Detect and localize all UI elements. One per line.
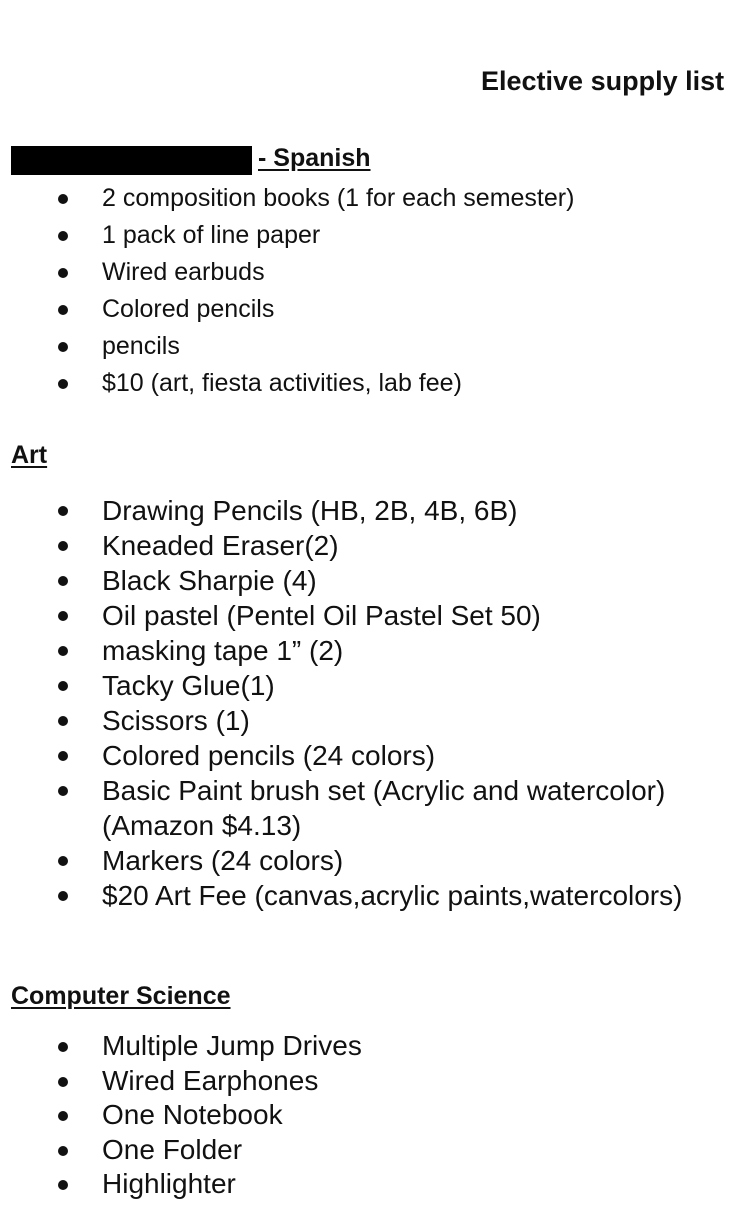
- list-item: [0, 668, 682, 703]
- list-item-text: Drawing Pencils (HB, 2B, 4B, 6B): [102, 495, 518, 526]
- list-item-text: Multiple Jump Drives: [102, 1030, 362, 1061]
- bullet-icon: [58, 891, 68, 901]
- list-item-text: Black Sharpie (4): [102, 565, 317, 596]
- bullet-icon: [58, 1077, 68, 1087]
- bullet-icon: [58, 541, 68, 551]
- computer-science-heading: Computer Science: [11, 982, 231, 1010]
- list-item-text: Highlighter: [102, 1168, 236, 1199]
- bullet-icon: [58, 751, 68, 761]
- list-item: [0, 1029, 362, 1064]
- list-item-text: 1 pack of line paper: [102, 221, 321, 249]
- list-item: [0, 1098, 362, 1133]
- list-item-text: Colored pencils: [102, 295, 275, 323]
- list-item-text: Wired earbuds: [102, 258, 265, 286]
- bullet-icon: [58, 379, 68, 389]
- list-item-text: 2 composition books (1 for each semester): [102, 184, 575, 212]
- list-item: [0, 365, 574, 402]
- bullet-icon: [58, 646, 68, 656]
- list-item-text: masking tape 1” (2): [102, 635, 344, 666]
- bullet-icon: [58, 1146, 68, 1156]
- bullet-icon: [58, 576, 68, 586]
- art-heading: Art: [11, 441, 48, 469]
- list-item: [0, 291, 574, 328]
- spanish-supply-list: [0, 180, 574, 402]
- list-item: [0, 773, 682, 843]
- list-item-text: Oil pastel (Pentel Oil Pastel Set 50): [102, 600, 541, 631]
- list-item: [0, 1167, 362, 1202]
- list-item: [0, 254, 574, 291]
- list-item-text: Wired Earphones: [102, 1064, 319, 1096]
- spanish-heading: - Spanish: [258, 144, 371, 172]
- computer-science-supply-list: [0, 1029, 362, 1202]
- list-item: [0, 598, 682, 633]
- bullet-icon: [58, 1180, 68, 1190]
- redacted-teacher-name: [11, 146, 252, 175]
- bullet-icon: [58, 856, 68, 866]
- bullet-icon: [58, 681, 68, 691]
- list-item: [0, 180, 574, 217]
- list-item: [0, 1133, 362, 1168]
- list-item: [0, 217, 574, 254]
- list-item: [0, 843, 682, 878]
- list-item: [0, 1064, 362, 1099]
- document-title: Elective supply list: [481, 66, 725, 96]
- list-item-text: Kneaded Eraser(2): [102, 530, 339, 561]
- bullet-icon: [58, 786, 68, 796]
- bullet-icon: [58, 268, 68, 278]
- list-item: [0, 563, 682, 598]
- bullet-icon: [58, 342, 68, 352]
- list-item-text: Markers (24 colors): [102, 845, 344, 876]
- bullet-icon: [58, 716, 68, 726]
- list-item-continuation: (Amazon $4.13): [102, 810, 302, 841]
- list-item-text: pencils: [102, 332, 180, 360]
- list-item: [0, 703, 682, 738]
- list-item-text: Colored pencils (24 colors): [102, 740, 436, 771]
- list-item-text: $10 (art, fiesta activities, lab fee): [102, 369, 462, 397]
- list-item: [0, 878, 682, 913]
- bullet-icon: [58, 231, 68, 241]
- bullet-icon: [58, 194, 68, 204]
- list-item: [0, 493, 682, 528]
- bullet-icon: [58, 506, 68, 516]
- art-supply-list: [0, 493, 682, 913]
- list-item-text: Scissors (1): [102, 705, 250, 736]
- bullet-icon: [58, 305, 68, 315]
- list-item: [0, 528, 682, 563]
- list-item-text: $20 Art Fee (canvas,acrylic paints,watercolors): [102, 880, 683, 911]
- list-item-text: Tacky Glue(1): [102, 670, 275, 701]
- list-item-text: One Notebook: [102, 1099, 283, 1130]
- bullet-icon: [58, 1042, 68, 1052]
- list-item-text: Basic Paint brush set (Acrylic and watercolor): [102, 775, 666, 806]
- list-item: [0, 633, 682, 668]
- list-item: [0, 328, 574, 365]
- list-item-text: One Folder: [102, 1133, 243, 1165]
- list-item: [0, 738, 682, 773]
- bullet-icon: [58, 1111, 68, 1121]
- bullet-icon: [58, 611, 68, 621]
